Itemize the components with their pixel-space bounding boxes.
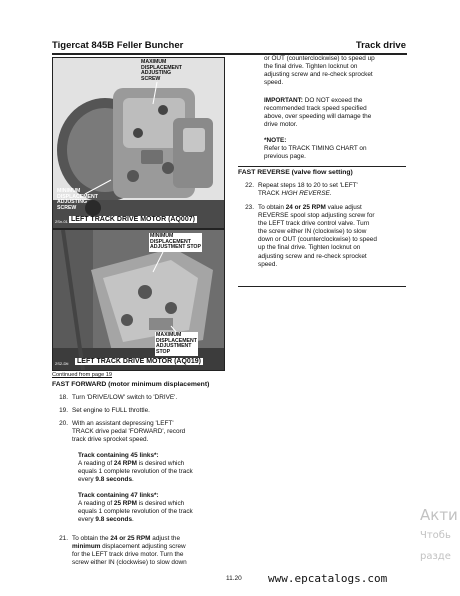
track-45-block bbox=[78, 452, 228, 484]
text: TRACK bbox=[258, 190, 282, 198]
rpm-value: 24 RPM bbox=[113, 460, 137, 468]
text: equals 1 complete revolution of the track bbox=[78, 508, 193, 516]
seconds-value: 9.8 seconds bbox=[95, 516, 132, 524]
text: above, over speeding will damage the bbox=[264, 113, 372, 121]
text: down or OUT (counterclockwise) to speed bbox=[258, 236, 377, 244]
text: A reading of bbox=[78, 460, 114, 468]
step-21-continued bbox=[264, 55, 414, 87]
section-heading-fast-forward: FAST FORWARD (motor minimum displacement) bbox=[52, 381, 210, 388]
text: for the LEFT track drive motor. Turn the bbox=[72, 551, 184, 559]
step-number: 18. bbox=[59, 394, 68, 401]
step-text: track drive sprocket speed. bbox=[72, 436, 149, 444]
callout-line: MINIMUM bbox=[150, 233, 174, 239]
step-text: Set engine to FULL throttle. bbox=[72, 407, 150, 414]
text: . bbox=[132, 476, 134, 484]
rpm-value: 24 or 25 RPM bbox=[110, 535, 151, 542]
step-number: 22. bbox=[245, 182, 254, 189]
callout-line: ADJUSTING bbox=[141, 70, 171, 77]
text: every bbox=[78, 516, 96, 524]
step-20 bbox=[52, 420, 222, 446]
text: HIGH REVERSE bbox=[281, 190, 330, 198]
section-title: Track drive bbox=[355, 40, 406, 51]
text: the screw either IN (clockwise) to slow bbox=[258, 228, 367, 236]
step-23 bbox=[238, 204, 410, 274]
text: is desired which bbox=[136, 500, 185, 508]
step-text: Turn 'DRIVE/LOW' switch to 'DRIVE'. bbox=[72, 394, 178, 401]
figure-1-photo bbox=[52, 57, 225, 229]
callout-line: DISPLACEMENT bbox=[156, 337, 197, 344]
step-22 bbox=[238, 182, 410, 200]
callout-line: DISPLACEMENT bbox=[150, 238, 191, 245]
callout-line: ADJUSTMENT bbox=[156, 343, 192, 350]
text: adjusting screw and re-check sprocket bbox=[258, 252, 367, 260]
callout-line: MAXIMUM bbox=[156, 332, 182, 338]
overlay-line-1: Акти bbox=[420, 506, 458, 524]
text: adjust the bbox=[150, 535, 181, 542]
step-number: 21. bbox=[59, 535, 68, 542]
text: equals 1 complete revolution of the track bbox=[78, 468, 193, 476]
track-47-heading: Track containing 47 links*: bbox=[78, 492, 159, 499]
continued-note: Continued from page 19 bbox=[52, 372, 113, 378]
rpm-value: 24 or 25 RPM bbox=[285, 204, 326, 211]
text: A reading of bbox=[78, 500, 114, 508]
section-heading-fast-reverse: FAST REVERSE (valve flow setting) bbox=[238, 169, 353, 176]
section-rule bbox=[238, 166, 406, 167]
text: the LEFT track drive control valve. Turn bbox=[258, 220, 370, 228]
column-end-rule bbox=[238, 286, 406, 287]
important-note bbox=[264, 97, 414, 129]
text: the final drive. Tighten locknut on bbox=[264, 63, 358, 71]
note-label: *NOTE: bbox=[264, 137, 287, 144]
figure-2-photo bbox=[52, 229, 225, 371]
track-45-heading: Track containing 45 links*: bbox=[78, 452, 159, 459]
text: DO NOT exceed the bbox=[302, 97, 363, 104]
text: drive motor. bbox=[264, 121, 298, 129]
step-number: 19. bbox=[59, 407, 68, 414]
important-label: IMPORTANT: bbox=[264, 97, 303, 104]
footer-url[interactable]: www.epcatalogs.com bbox=[268, 572, 388, 585]
text: previous page. bbox=[264, 153, 306, 161]
text: minimum bbox=[72, 543, 101, 551]
text: speed. bbox=[264, 79, 284, 87]
figure-number: 2S2-Dti bbox=[55, 361, 69, 366]
page-number: 11.20 bbox=[226, 575, 242, 582]
text: value adjust bbox=[325, 204, 362, 211]
text: up the final drive. Tighten locknut on bbox=[258, 244, 361, 252]
callout-line: DISPLACEMENT bbox=[141, 64, 182, 71]
text: screw either IN (clockwise) to slow down bbox=[72, 559, 187, 567]
rpm-value: 25 RPM bbox=[113, 500, 137, 508]
step-number: 20. bbox=[59, 420, 68, 427]
document-title: Tigercat 845B Feller Buncher bbox=[52, 40, 184, 51]
callout-line: SCREW bbox=[141, 75, 161, 82]
text: every bbox=[78, 476, 96, 484]
track-47-block bbox=[78, 492, 228, 524]
figure-number: 2Sn-01 bbox=[55, 219, 68, 224]
figure-caption: LEFT TRACK DRIVE MOTOR (AQ007) bbox=[71, 216, 195, 223]
note bbox=[264, 137, 414, 161]
text: REVERSE spool stop adjusting screw for bbox=[258, 212, 375, 220]
text: To obtain the bbox=[72, 535, 111, 542]
callout-line: SCREW bbox=[57, 204, 77, 211]
text: is desired which bbox=[136, 460, 185, 468]
text: or OUT (counterclockwise) to speed up bbox=[264, 55, 375, 62]
seconds-value: 9.8 seconds bbox=[95, 476, 132, 484]
step-number: 23. bbox=[245, 204, 254, 211]
callout-line: STOP bbox=[156, 348, 171, 355]
text: adjusting screw and re-check sprocket bbox=[264, 71, 373, 79]
text: speed. bbox=[258, 260, 278, 268]
callout-line: DISPLACEMENT bbox=[57, 193, 98, 200]
overlay-line-3: разде bbox=[420, 551, 451, 562]
text: . bbox=[329, 190, 332, 198]
text: . bbox=[132, 516, 134, 524]
callout-line: MAXIMUM bbox=[141, 59, 167, 65]
callout-line: ADJUSTMENT STOP bbox=[150, 244, 201, 251]
text: Refer to TRACK TIMING CHART on bbox=[264, 145, 367, 153]
figure-caption: LEFT TRACK DRIVE MOTOR (AQ019) bbox=[77, 358, 201, 365]
step-21 bbox=[52, 535, 227, 569]
text: displacement adjusting screw bbox=[100, 543, 186, 551]
text: To obtain bbox=[258, 204, 286, 211]
text: Repeat steps 18 to 20 to set 'LEFT' bbox=[258, 182, 358, 189]
overlay-line-2: Чтобь bbox=[420, 530, 451, 541]
step-text: TRACK drive pedal 'FORWARD', record bbox=[72, 428, 186, 436]
text: recommended track speed specified bbox=[264, 105, 367, 113]
callout-line: MINIMUM bbox=[57, 188, 81, 194]
callout-line: ADJUSTING bbox=[57, 199, 87, 206]
step-text: With an assistant depressing 'LEFT' bbox=[72, 420, 174, 427]
